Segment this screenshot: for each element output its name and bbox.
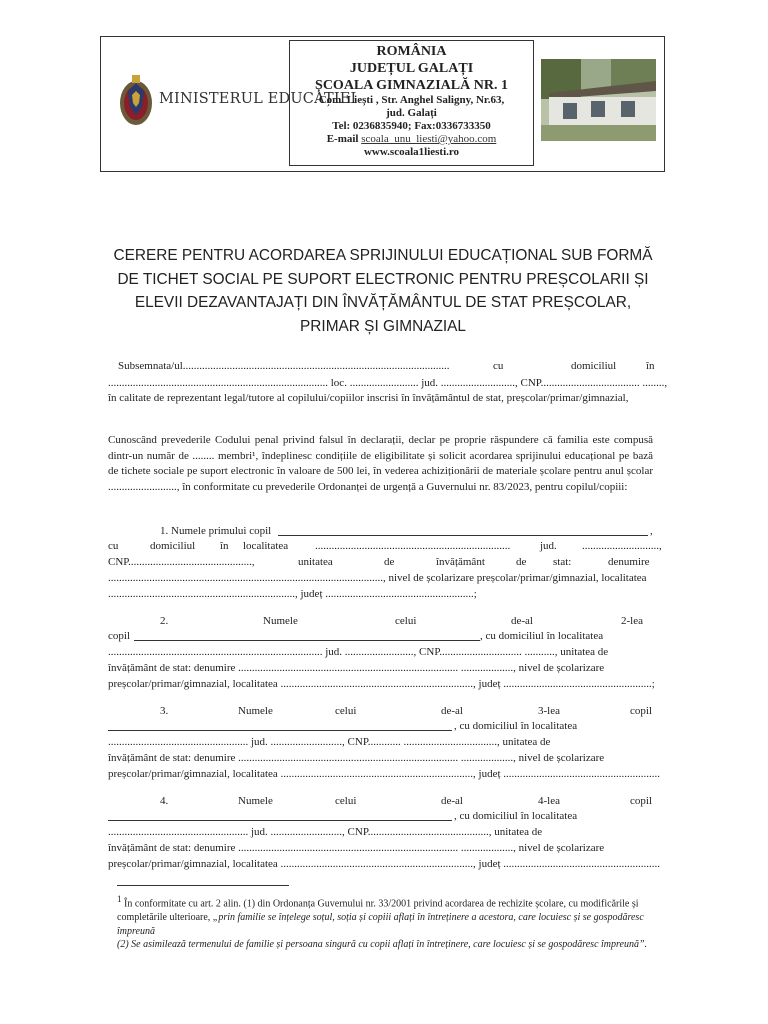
child4-cnp-row[interactable]	[108, 824, 653, 840]
intro-word-domiciliul: domiciliul	[571, 360, 617, 372]
romanian-coat-of-arms-icon	[117, 69, 155, 131]
w: 3.	[160, 705, 169, 717]
w: jud.	[540, 540, 557, 552]
intro-word-cu: cu	[493, 360, 504, 372]
child2-address-row	[108, 628, 653, 644]
w: de-al	[511, 615, 533, 627]
child2-locality-row[interactable]	[108, 676, 653, 692]
w: Numele	[263, 615, 298, 627]
w: denumire	[608, 556, 650, 568]
child3-address-row	[108, 718, 653, 734]
footnote-marker: 1	[117, 894, 122, 904]
w: , cu domiciliul în localitatea	[454, 810, 578, 822]
intro-line-2[interactable]	[108, 375, 668, 391]
child3-school-row[interactable]	[108, 750, 653, 766]
child2-school-row[interactable]	[108, 660, 653, 676]
child1-school-field[interactable]: ...................................................................................................., nivel de școlarizare preșcolar/primar/gimnazial, localitatea	[108, 572, 647, 584]
ministry-logo	[117, 67, 357, 133]
child2-school-field[interactable]: învățământ de stat: denumire ................................................................................ ..................., nivel de școlarizare	[108, 662, 605, 674]
w: în	[220, 540, 229, 552]
footnote-paragraph-2: (2) Se asimilează termenului de familie și persoana singură cu copii aflați în întreținere, care locuiesc și se gospodăresc împreună”.	[117, 939, 648, 950]
child4-name-field[interactable]	[108, 810, 452, 821]
w: 4.	[160, 795, 169, 807]
child1-locality-county-field[interactable]: ...................................................................., județ ......................................................;	[108, 588, 477, 600]
child4-school-field[interactable]: învățământ de stat: denumire ................................................................................ ..................., nivel de școlarizare	[108, 842, 605, 854]
w: Numele	[238, 795, 273, 807]
child1-county-field[interactable]: ............................,	[582, 540, 662, 552]
email-line	[290, 133, 533, 146]
child1-name-row	[108, 523, 653, 539]
child3-cnp-row[interactable]	[108, 734, 653, 750]
child2-cnp-row[interactable]	[108, 644, 653, 660]
child2-county-cnp-field[interactable]: .............................................................................. jud. ........................., CNP.............................. ..........., unitatea de	[108, 646, 609, 658]
footnote-divider	[117, 885, 289, 886]
w: , cu domiciliul în localitatea	[454, 720, 578, 732]
child3-locality-field[interactable]: preșcolar/primar/gimnazial, localitatea ......................................................................, județ .........................................................	[108, 768, 661, 780]
child1-address-row	[108, 538, 662, 554]
w: copil	[630, 795, 652, 807]
child4-address-row	[108, 808, 653, 824]
w: celui	[335, 795, 357, 807]
w: copil	[630, 705, 652, 717]
w: stat:	[553, 556, 572, 568]
name-field[interactable]: Subsemnata/ul.................................................................................................	[118, 360, 450, 372]
w: Numele	[238, 705, 273, 717]
child3-name-row	[108, 703, 653, 719]
w: cu	[108, 540, 119, 552]
email-link[interactable]: scoala_unu_liesti@yahoo.com	[361, 133, 497, 145]
w: celui	[335, 705, 357, 717]
address-line-1: Com. Liești , Str. Anghel Saligny, Nr.63,	[318, 94, 505, 106]
email-label: E-mail	[326, 133, 359, 145]
child2-name-field[interactable]	[134, 630, 480, 641]
school-building-photo	[541, 59, 656, 141]
w: domiciliul	[150, 540, 196, 552]
county: JUDEȚUL GALAȚI	[349, 61, 474, 76]
ministry-name: MINISTERUL EDUCAȚIEI	[159, 91, 357, 107]
child1-cnp-row	[108, 554, 653, 570]
declaration-paragraph: Cunoscând prevederile Codului penal privind falsul în declarații, declar pe proprie răspundere că familia este compusă dintr-un număr de ........ membri¹, îndeplinesc condițiile de eligibilitate și solicit acordarea sprijinului educațional pe bază de tichete sociale pe suport electronic în valoare de 500 lei, în vederea achiziționării de materiale școlare pentru anul școlar ........................., în conformitate cu prevederile Ordonanței de urgență a Guvernului nr. 83/2023, pentru copilul/copiii:	[108, 434, 653, 493]
footnote-quote: „prin familie se înțelege soțul, soția și copiii aflați în întreținere a acestora, care locuiesc și se gospodăresc împreună	[117, 912, 644, 938]
footnote	[117, 892, 662, 939]
child1-cnp-field[interactable]: CNP.............................................,	[108, 556, 255, 568]
w: 2.	[160, 615, 169, 627]
child3-locality-row[interactable]	[108, 766, 661, 782]
school-info-box	[289, 40, 534, 166]
w: localitatea	[243, 540, 289, 552]
child4-locality-field[interactable]: preșcolar/primar/gimnazial, localitatea ......................................................................, județ .........................................................	[108, 858, 661, 870]
phone-fax: Tel: 0236835940; Fax:0336733350	[332, 120, 491, 132]
child4-county-cnp-field[interactable]: ................................................... jud. .........................., CNP............................................, unitatea de	[108, 826, 543, 838]
child1-county-row[interactable]	[108, 586, 653, 602]
w: de	[516, 556, 527, 568]
w: de	[384, 556, 395, 568]
intro-word-in: în	[646, 360, 655, 372]
child1-label: 1. Numele primului copil	[160, 525, 272, 537]
address-line-2: jud. Galați	[386, 107, 437, 119]
country: ROMÂNIA	[376, 44, 447, 59]
child2-locality-field[interactable]: preșcolar/primar/gimnazial, localitatea ......................................................................, județ ......................................................;	[108, 678, 655, 690]
child2-name-row	[108, 613, 653, 629]
w: învățământ	[436, 556, 485, 568]
w: , cu domiciliul în localitatea	[480, 630, 604, 642]
child4-locality-row[interactable]	[108, 856, 661, 872]
website[interactable]: www.scoala1liesti.ro	[363, 146, 460, 158]
w: unitatea	[298, 556, 333, 568]
letterhead	[100, 36, 665, 172]
child1-comma: ,	[650, 525, 653, 537]
child1-locality-field[interactable]: .......................................................................	[315, 540, 511, 552]
child3-name-field[interactable]	[108, 720, 452, 731]
form-title: CERERE PENTRU ACORDAREA SPRIJINULUI EDUCAȚIONAL SUB FORMĂ DE TICHET SOCIAL PE SUPORT ELECTRONIC PENTRU PREȘCOLARII ȘI ELEVII DEZAVANTAJAȚI DIN ÎNVĂȚĂMÂNTUL DE STAT PREȘCOLAR, PRIMAR ȘI GIMNAZIAL	[113, 247, 653, 335]
child3-school-field[interactable]: învățământ de stat: denumire ................................................................................ ..................., nivel de școlarizare	[108, 752, 605, 764]
w: 2-lea	[621, 615, 643, 627]
address-cnp-field[interactable]: ................................................................................ loc. ......................... jud. ..........................., CNP.................................... ........,	[108, 377, 668, 389]
child4-school-row[interactable]	[108, 840, 653, 856]
school-name: ȘCOALA GIMNAZIALĂ NR. 1	[315, 78, 508, 93]
intro-line-1	[108, 358, 653, 374]
intro-line-3: în calitate de reprezentant legal/tutore al copilului/copiilor inscrisi în învățământul de stat, preșcolar/primar/gimnazial,	[108, 392, 629, 404]
w: 4-lea	[538, 795, 560, 807]
child1-school-row[interactable]	[108, 570, 653, 586]
w: de-al	[441, 705, 463, 717]
w: de-al	[441, 795, 463, 807]
footnote-text: În conformitate cu art. 2 alin. (1) din Ordonanța Guvernului nr. 33/2001 privind acordarea de rechizite școlare, cu modificările și completările ulterioare,	[117, 898, 639, 924]
child3-county-cnp-field[interactable]: ................................................... jud. .........................., CNP............ .................................., unitatea de	[108, 736, 551, 748]
w: celui	[395, 615, 417, 627]
w: 3-lea	[538, 705, 560, 717]
w: copil	[108, 630, 130, 642]
child4-name-row	[108, 793, 653, 809]
child1-name-field[interactable]	[278, 525, 648, 536]
